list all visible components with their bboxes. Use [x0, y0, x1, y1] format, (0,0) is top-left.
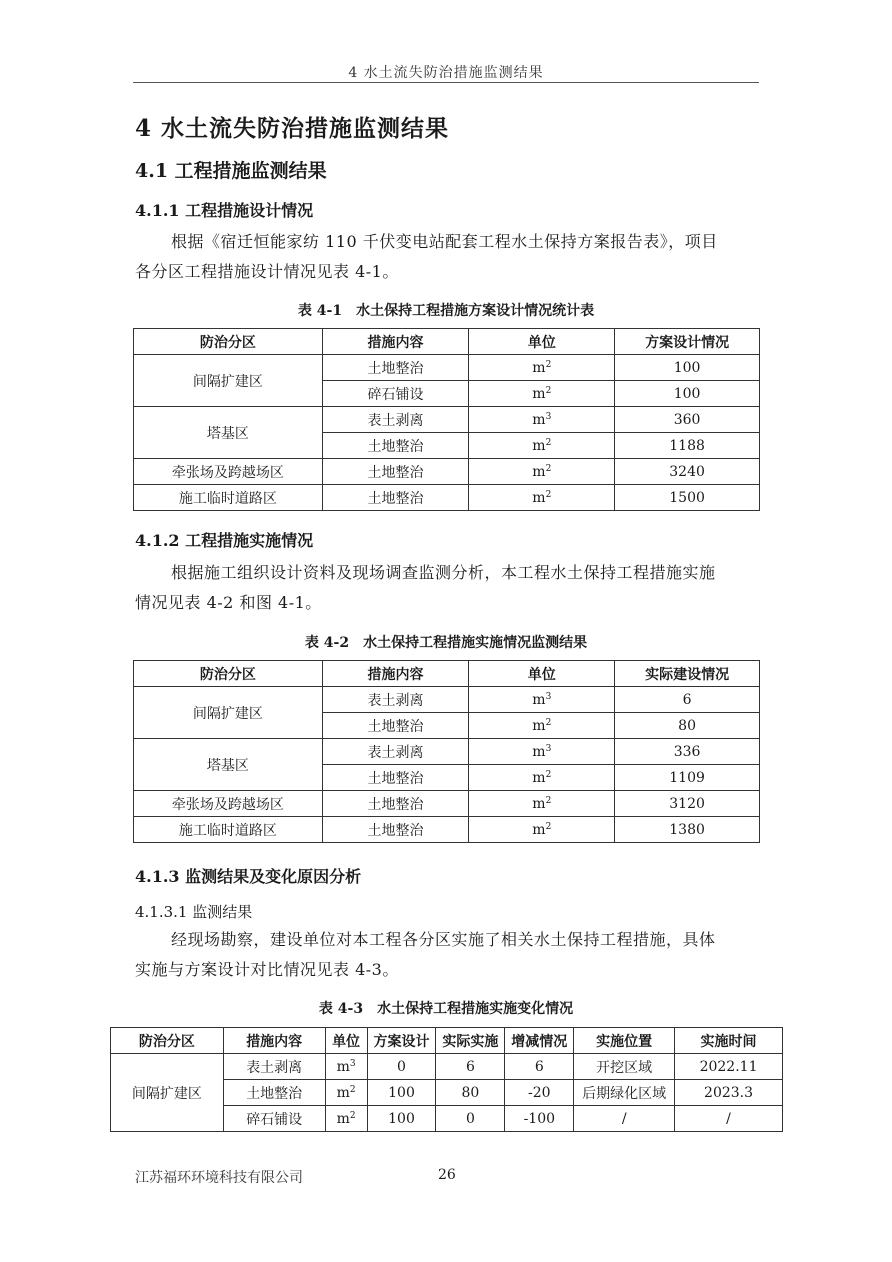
actual-cell: 0 [436, 1106, 505, 1132]
unit-cell: $m^3$ [469, 739, 615, 765]
measure-cell: 土地整治 [322, 459, 469, 485]
value-cell: 336 [615, 739, 760, 765]
table-header-cell: 实施时间 [675, 1028, 783, 1054]
location-cell: 开挖区域 [574, 1054, 675, 1080]
unit-cell: $m^3$ [325, 1054, 367, 1080]
unit-cell: $m^2$ [469, 355, 615, 381]
zone-cell: 牵张场及跨越场区 [134, 459, 323, 485]
zone-cell: 间隔扩建区 [111, 1054, 224, 1132]
unit-cell: $m^2$ [469, 791, 615, 817]
time-cell: 2023.3 [675, 1080, 783, 1106]
table-row [134, 661, 760, 687]
chapter-title: 4 水土流失防治措施监测结果 [135, 115, 450, 142]
table-1 [133, 328, 760, 511]
table-header-cell: 单位 [469, 661, 615, 687]
table-2 [133, 660, 760, 843]
unit-cell: $m^3$ [469, 407, 615, 433]
design-cell: 0 [367, 1054, 436, 1080]
change-cell: -100 [505, 1106, 574, 1132]
subsubsection-title-4-1-3-1: 4.1.3.1 监测结果 [135, 903, 253, 921]
table-header-cell: 措施内容 [322, 329, 469, 355]
design-cell: 100 [367, 1080, 436, 1106]
value-cell: 1188 [615, 433, 760, 459]
time-cell: 2022.11 [675, 1054, 783, 1080]
subsection-title-4-1-2: 4.1.2 工程措施实施情况 [135, 531, 314, 550]
table-row [134, 407, 760, 433]
value-cell: 6 [615, 687, 760, 713]
section-title-4-1: 4.1 工程措施监测结果 [135, 160, 327, 182]
table-header-cell: 实施位置 [574, 1028, 675, 1054]
table-header-cell: 方案设计 [367, 1028, 436, 1054]
table-header-cell: 增减情况 [505, 1028, 574, 1054]
table-row [134, 687, 760, 713]
unit-cell: $m^2$ [469, 765, 615, 791]
measure-cell: 土地整治 [322, 485, 469, 511]
measure-cell: 表土剥离 [322, 407, 469, 433]
measure-cell: 土地整治 [322, 817, 469, 843]
table-1-caption: 表 4-1 水土保持工程措施方案设计情况统计表 [297, 303, 595, 319]
zone-cell: 塔基区 [134, 407, 323, 459]
paragraph-1-line-1: 根据《宿迁恒能家纺 110 千伏变电站配套工程水土保持方案报告表》，项目 [171, 232, 718, 251]
location-cell: / [574, 1106, 675, 1132]
table-header-cell: 防治分区 [111, 1028, 224, 1054]
table-header-cell: 防治分区 [134, 329, 323, 355]
table-header-cell: 措施内容 [223, 1028, 325, 1054]
table-2-caption: 表 4-2 水土保持工程措施实施情况监测结果 [304, 635, 588, 651]
change-cell: -20 [505, 1080, 574, 1106]
footer-company: 江苏福环环境科技有限公司 [135, 1170, 303, 1186]
table-3-caption: 表 4-3 水土保持工程措施实施变化情况 [318, 1001, 574, 1017]
measure-cell: 土地整治 [322, 355, 469, 381]
measure-cell: 土地整治 [223, 1080, 325, 1106]
measure-cell: 土地整治 [322, 765, 469, 791]
unit-cell: $m^2$ [469, 381, 615, 407]
value-cell: 360 [615, 407, 760, 433]
zone-cell: 牵张场及跨越场区 [134, 791, 323, 817]
value-cell: 1500 [615, 485, 760, 511]
zone-cell: 塔基区 [134, 739, 323, 791]
value-cell: 3120 [615, 791, 760, 817]
table-header-cell: 实际建设情况 [615, 661, 760, 687]
paragraph-3 [135, 925, 759, 985]
unit-cell: $m^2$ [469, 459, 615, 485]
unit-cell: $m^2$ [325, 1080, 367, 1106]
unit-cell: $m^3$ [469, 687, 615, 713]
table-row [134, 791, 760, 817]
table-row [134, 355, 760, 381]
measure-cell: 表土剥离 [322, 687, 469, 713]
actual-cell: 6 [436, 1054, 505, 1080]
table-row [111, 1028, 783, 1054]
subsection-title-4-1-1: 4.1.1 工程措施设计情况 [135, 201, 314, 220]
actual-cell: 80 [436, 1080, 505, 1106]
table-3 [110, 1027, 783, 1132]
table-header-cell: 单位 [325, 1028, 367, 1054]
location-cell: 后期绿化区域 [574, 1080, 675, 1106]
table-row [134, 459, 760, 485]
running-header: 4 水土流失防治措施监测结果 [348, 65, 544, 81]
table-row [134, 485, 760, 511]
zone-cell: 间隔扩建区 [134, 687, 323, 739]
paragraph-3-line-1: 经现场勘察，建设单位对本工程各分区实施了相关水土保持工程措施，具体 [171, 930, 716, 949]
measure-cell: 表土剥离 [223, 1054, 325, 1080]
unit-cell: $m^2$ [469, 433, 615, 459]
value-cell: 80 [615, 713, 760, 739]
paragraph-2-line-1: 根据施工组织设计资料及现场调查监测分析，本工程水土保持工程措施实施 [171, 563, 716, 582]
change-cell: 6 [505, 1054, 574, 1080]
table-row [111, 1054, 783, 1080]
zone-cell: 施工临时道路区 [134, 817, 323, 843]
value-cell: 1380 [615, 817, 760, 843]
table-header-cell: 单位 [469, 329, 615, 355]
subsection-title-4-1-3: 4.1.3 监测结果及变化原因分析 [135, 867, 362, 886]
paragraph-3-line-2: 实施与方案设计对比情况见表 4-3。 [135, 960, 399, 979]
value-cell: 3240 [615, 459, 760, 485]
table-header-cell: 实际实施 [436, 1028, 505, 1054]
unit-cell: $m^2$ [325, 1106, 367, 1132]
table-header-cell: 措施内容 [322, 661, 469, 687]
paragraph-1 [135, 227, 759, 287]
zone-cell: 间隔扩建区 [134, 355, 323, 407]
zone-cell: 施工临时道路区 [134, 485, 323, 511]
table-header-cell: 防治分区 [134, 661, 323, 687]
unit-cell: $m^2$ [469, 817, 615, 843]
measure-cell: 土地整治 [322, 713, 469, 739]
paragraph-1-line-2: 各分区工程措施设计情况见表 4-1。 [135, 262, 399, 281]
unit-cell: $m^2$ [469, 713, 615, 739]
paragraph-2-line-2: 情况见表 4-2 和图 4-1。 [135, 593, 322, 612]
measure-cell: 碎石铺设 [322, 381, 469, 407]
header-rule [133, 82, 759, 83]
table-row [134, 817, 760, 843]
table-header-cell: 方案设计情况 [615, 329, 760, 355]
paragraph-2 [135, 558, 759, 618]
measure-cell: 表土剥离 [322, 739, 469, 765]
measure-cell: 土地整治 [322, 791, 469, 817]
table-row [134, 329, 760, 355]
table-row [134, 739, 760, 765]
value-cell: 100 [615, 381, 760, 407]
design-cell: 100 [367, 1106, 436, 1132]
unit-cell: $m^2$ [469, 485, 615, 511]
measure-cell: 碎石铺设 [223, 1106, 325, 1132]
value-cell: 100 [615, 355, 760, 381]
page-number: 26 [438, 1167, 456, 1183]
time-cell: / [675, 1106, 783, 1132]
measure-cell: 土地整治 [322, 433, 469, 459]
value-cell: 1109 [615, 765, 760, 791]
